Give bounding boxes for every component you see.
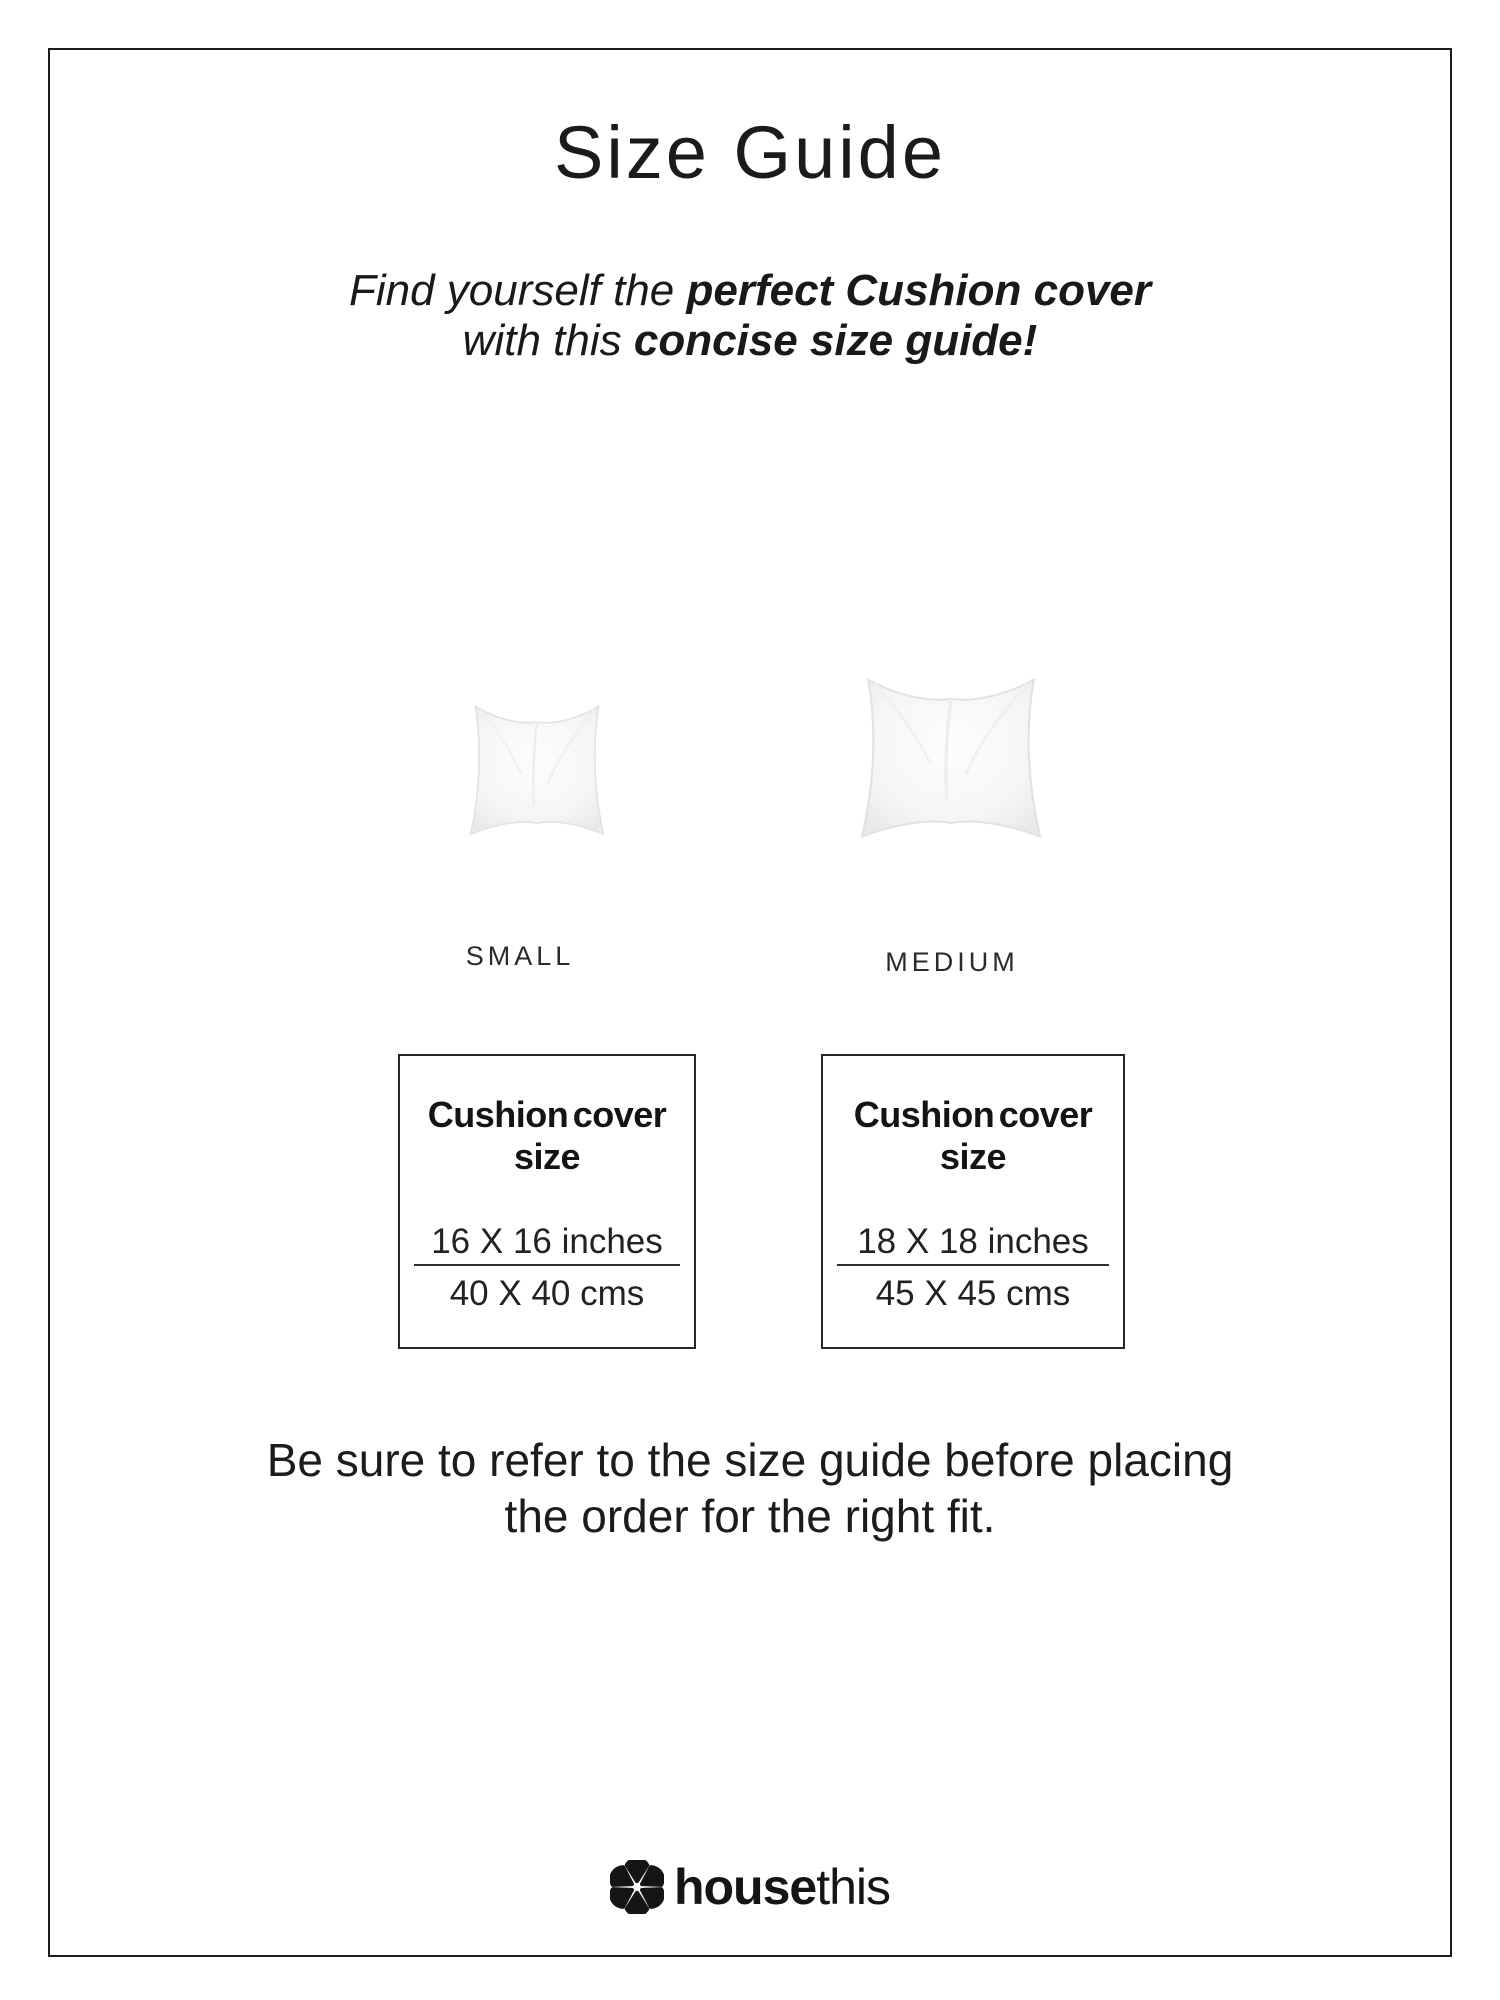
subtitle	[0, 266, 1500, 366]
subtitle-bold-1: perfect Cushion cover	[686, 266, 1152, 315]
size-card-small-title: Cushion cover size	[427, 1094, 667, 1177]
small-cushion-image	[458, 692, 616, 850]
size-card-small	[398, 1054, 696, 1349]
size-card-medium-cms: 45 X 45 cms	[875, 1274, 1071, 1313]
size-label-medium: MEDIUM	[885, 947, 1019, 977]
subtitle-regular-1: Find yourself the	[348, 266, 687, 315]
medium-cushion-image	[845, 662, 1057, 856]
brand-name-light: this	[816, 1859, 891, 1915]
size-label-small: SMALL	[465, 941, 575, 971]
footer-note-line1: Be sure to refer to the size guide before placing	[266, 1434, 1234, 1486]
subtitle-regular-2: with this	[462, 316, 634, 365]
size-card-small-inches: 16 X 16 inches	[431, 1222, 663, 1261]
size-card-medium-inches: 18 X 18 inches	[857, 1222, 1089, 1261]
size-card-small-cms: 40 X 40 cms	[449, 1274, 645, 1313]
brand-name	[674, 1858, 890, 1916]
brand-logo	[0, 1858, 1500, 1916]
subtitle-bold-2: concise size guide!	[633, 316, 1038, 365]
brand-name-bold: house	[673, 1859, 817, 1915]
size-card-medium-title: Cushion cover size	[853, 1094, 1093, 1177]
footer-note	[0, 1432, 1500, 1544]
footer-note-line2: the order for the right fit.	[504, 1490, 996, 1542]
divider-line	[414, 1264, 680, 1266]
divider-line	[837, 1264, 1109, 1266]
size-card-medium	[821, 1054, 1125, 1349]
page-title: Size Guide	[554, 111, 946, 194]
flower-icon	[610, 1860, 664, 1914]
